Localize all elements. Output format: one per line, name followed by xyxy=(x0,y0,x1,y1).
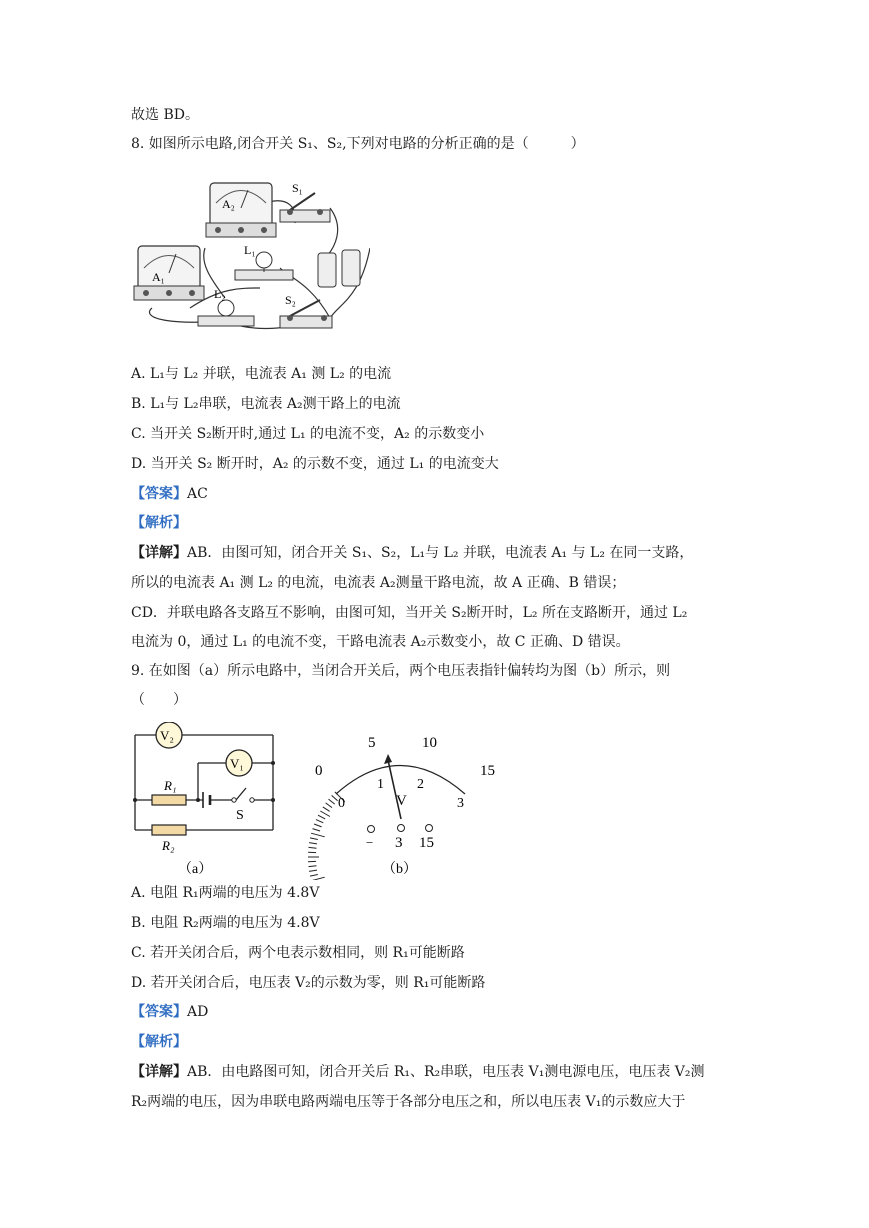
dial-tick xyxy=(311,833,325,837)
battery-icon xyxy=(318,250,360,287)
switch-s1-label: S₁ xyxy=(292,181,303,195)
voltmeter-v1-label: V₁ xyxy=(230,756,244,771)
question-9-detail-2: R₂两端的电压，因为串联电路两端电压等于各部分电压之和，所以电压表 V₁的示数应大于 xyxy=(131,1094,686,1110)
dial-tick xyxy=(309,843,317,844)
voltmeter-v2-label: V₂ xyxy=(160,728,174,743)
analysis-tag: 【解析】 xyxy=(131,515,187,531)
question-8-detail-1 xyxy=(131,543,693,563)
battery-icon xyxy=(203,792,210,808)
terminal-3v-icon xyxy=(398,825,405,832)
question-8-stem: 8. 如图所示电路,闭合开关 S₁、S₂,下列对电路的分析正确的是（ ） xyxy=(131,136,585,152)
question-9-analysis-tag xyxy=(131,1032,187,1052)
question-8-option-a: A. L₁与 L₂ 并联，电流表 A₁ 测 L₂ 的电流 xyxy=(131,366,392,382)
question-8-option-b: B. L₁与 L₂串联，电流表 A₂测干路上的电流 xyxy=(131,396,401,412)
question-8-option-c: C. 当开关 S₂断开时,通过 L₁ 的电流不变，A₂ 的示数变小 xyxy=(131,426,485,442)
dial-tick xyxy=(332,795,338,800)
answer-value: AC xyxy=(187,486,208,502)
question-9-stem-paren: （ ） xyxy=(131,692,187,708)
question-9-circuit-diagram-a xyxy=(128,722,278,880)
dial-tick xyxy=(320,811,330,817)
question-9-option-a: A. 电阻 R₁两端的电压为 4.8V xyxy=(131,885,320,901)
inner-tick-label: 0 xyxy=(338,796,345,811)
question-9-detail-1 xyxy=(131,1062,705,1082)
dial-tick xyxy=(309,870,317,871)
terminal-label: 15 xyxy=(419,835,434,851)
unit-label: V xyxy=(396,793,407,809)
bulb-l1-label: L₁ xyxy=(244,243,256,257)
figure-b-caption: （b） xyxy=(382,862,417,877)
dial-tick xyxy=(318,815,325,819)
question-9-stem: 9. 在如图（a）所示电路中，当闭合开关后，两个电压表指针偏转均为图（b）所示，则 xyxy=(131,663,671,679)
switch-s-icon xyxy=(232,798,254,802)
switch-s-label: S xyxy=(236,808,244,823)
outer-tick-label: 0 xyxy=(315,763,323,779)
question-9-option-c: C. 若开关闭合后，两个电表示数相同，则 R₁可能断路 xyxy=(131,945,465,961)
question-9-answer xyxy=(131,1002,208,1022)
resistor-r1-label: R₁ xyxy=(164,778,177,793)
ammeter-a2-label: A₂ xyxy=(222,197,235,211)
question-8-detail-2: 所以的电流表 A₁ 测 L₂ 的电流，电流表 A₂测量干路电流，故 A 正确、B 错误； xyxy=(131,575,626,591)
resistor-r1-icon xyxy=(152,795,186,805)
outer-tick-label: 10 xyxy=(422,735,437,751)
previous-answer-line: 故选 BD。 xyxy=(131,107,199,123)
terminal-label: 3 xyxy=(395,835,403,851)
switch-s1-icon xyxy=(280,193,330,222)
question-8-detail-3: CD．并联电路各支路互不影响，由图可知，当开关 S₂断开时，L₂ 所在支路断开，通过 L₂ xyxy=(131,605,688,621)
dial-tick xyxy=(323,807,330,811)
outer-tick-label: 15 xyxy=(480,763,495,779)
terminal-label: − xyxy=(366,835,374,850)
question-8-detail-4: 电流为 0，通过 L₁ 的电流不变，干路电流表 A₂示数变小，故 C 正确、D 错误。 xyxy=(131,634,630,650)
figure-a-caption: （a） xyxy=(178,862,213,877)
bulb-l2-label: L₂ xyxy=(214,287,226,301)
dial-tick xyxy=(309,847,317,848)
dial-tick xyxy=(311,877,325,880)
ammeter-a1-label: A₁ xyxy=(152,270,165,284)
dial-tick xyxy=(314,824,322,827)
question-8-circuit-figure xyxy=(130,168,370,343)
analysis-tag: 【解析】 xyxy=(131,1034,187,1050)
inner-tick-label: 2 xyxy=(417,777,424,792)
inner-tick-label: 3 xyxy=(457,796,464,811)
detail-text: AB．由电路图可知，闭合开关后 R₁、R₂串联，电压表 V₁测电源电压，电压表 V₂测 xyxy=(187,1064,705,1080)
question-8-analysis-tag xyxy=(131,513,187,533)
dial-tick xyxy=(309,866,317,867)
ammeter-a1-icon xyxy=(134,246,204,300)
resistor-r2-label: R₂ xyxy=(162,838,175,853)
terminal-15v-icon xyxy=(426,825,433,832)
switch-s2-label: S₂ xyxy=(285,293,296,307)
ammeter-a2-icon xyxy=(206,183,276,237)
dial-tick xyxy=(329,799,335,804)
bulb-l2-icon xyxy=(198,300,254,326)
question-8-answer xyxy=(131,484,208,504)
dial-tick xyxy=(310,875,318,877)
resistor-r2-icon xyxy=(152,825,186,835)
question-9-voltmeter-dial-b xyxy=(300,722,505,880)
answer-tag: 【答案】 xyxy=(131,1004,187,1020)
detail-tag: 【详解】 xyxy=(131,1064,187,1080)
outer-tick-label: 5 xyxy=(368,735,376,751)
inner-tick-label: 1 xyxy=(377,777,384,792)
dial-pointer xyxy=(388,760,401,819)
dial-tick xyxy=(313,829,321,831)
terminal-negative-icon xyxy=(368,826,375,833)
question-9-option-b: B. 电阻 R₂两端的电压为 4.8V xyxy=(131,915,320,931)
answer-value: AD xyxy=(187,1004,209,1020)
detail-tag: 【详解】 xyxy=(131,545,187,561)
dial-tick xyxy=(310,838,318,840)
detail-text: AB．由图可知，闭合开关 S₁、S₂，L₁与 L₂ 并联，电流表 A₁ 与 L₂ 在同一支路， xyxy=(187,545,694,561)
dial-tick xyxy=(316,820,323,823)
answer-tag: 【答案】 xyxy=(131,486,187,502)
question-9-option-d: D. 若开关闭合后，电压表 V₂的示数为零，则 R₁可能断路 xyxy=(131,975,486,991)
question-8-option-d: D. 当开关 S₂ 断开时，A₂ 的示数不变，通过 L₁ 的电流变大 xyxy=(131,456,499,472)
dial-tick xyxy=(326,803,332,808)
